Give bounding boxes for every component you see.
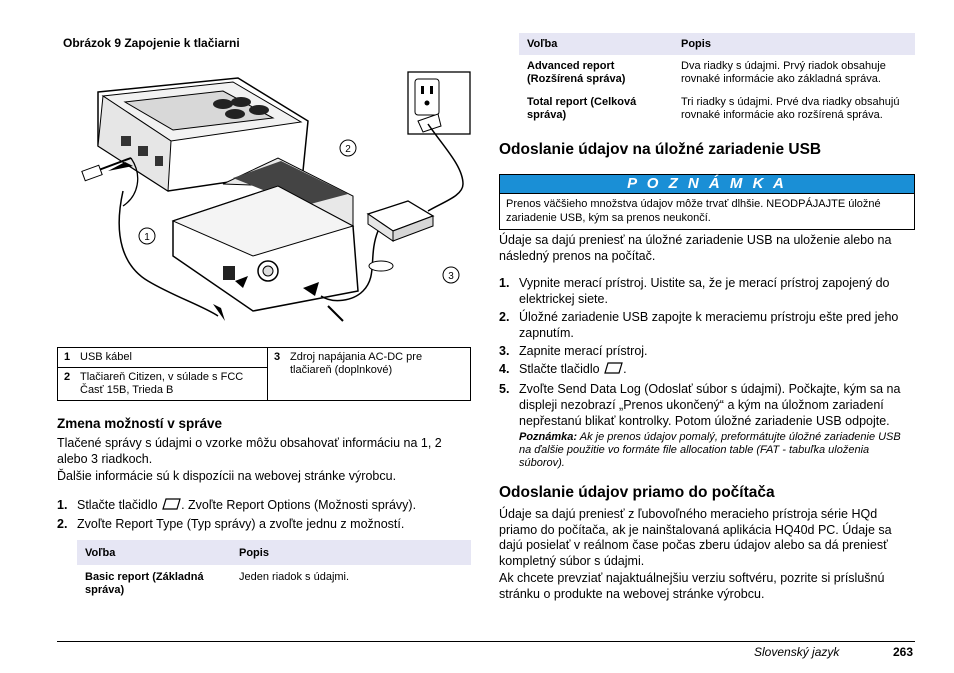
report-options-table [77, 540, 471, 601]
svg-text:1: 1 [144, 232, 150, 243]
callout-3 [443, 267, 459, 283]
steps-list [57, 497, 471, 537]
page-number: 263 [893, 645, 914, 659]
printer-connection-illustration [63, 66, 473, 336]
usb-steps-list [499, 275, 915, 469]
callout-1 [139, 228, 155, 244]
small-note: Poznámka: Ak je prenos údajov pomalý, preformátujte úložné zariadenie USB na ďalšie použitie vo formáte file allocation table (FAT - tabuľka uloženia súborov). [519, 431, 901, 469]
table-row: Total report (Celková správa) Tri riadky s údajmi. Prvé dva riadky obsahujú rovnaké informácie ako rozšírená správa. [527, 96, 900, 121]
table-row: Basic report (Základná správa) Jeden riadok s údajmi. [85, 571, 350, 596]
list-item: 1. Vypnite merací prístroj. Uistite sa, že je merací prístroj zapojený do elektrickej siete. [499, 276, 890, 306]
table-row: Advanced report (Rozšírená správa) Dva riadky s údajmi. Prvý riadok obsahuje rovnaké informácie ako základná správa. [527, 60, 886, 85]
note-title: P O Z N Á M K A [500, 175, 914, 193]
figure-legend-table [57, 347, 471, 401]
footer-language: Slovenský jazyk [754, 645, 840, 659]
list-item: 1. Stlačte tlačidlo . Zvoľte Report Options (Možnosti správy). [57, 498, 417, 512]
note-text: Prenos väčšieho množstva údajov môže trvať dlhšie. NEODPÁJAJTE úložné zariadenie USB, kým sa prenos neukončí. [500, 193, 914, 229]
section-heading-report-options: Zmena možností v správe [57, 416, 223, 431]
legend-item: 3 Zdroj napájania AC-DC pre tlačiareň (doplnkové) [268, 348, 471, 401]
paragraph: Údaje sa dajú preniesť na úložné zariadenie USB na uloženie alebo na následný prenos na počítač. [499, 233, 892, 263]
user-key-icon [161, 497, 181, 511]
callout-2 [340, 140, 356, 156]
paragraph: Ďalšie informácie sú k dispozícii na webovej stránke výrobcu. [57, 469, 397, 483]
list-item: 5. Zvoľte Send Data Log (Odoslať súbor s údajmi). Počkajte, kým sa na displeji nezobrazí „Prenos ukončený“ a kým na úložnom zariadení nepřestanú blikať kontrolky. Potom úložné zariadenie USB odpojte. [499, 382, 901, 428]
figure-caption: Obrázok 9 Zapojenie k tlačiarni [63, 36, 240, 50]
report-options-table-continued [519, 33, 915, 126]
note-box [499, 174, 915, 230]
list-item: 2. Zvoľte Report Type (Typ správy) a zvoľte jednu z možností. [57, 517, 405, 531]
table-header: Popis [231, 540, 471, 565]
wall-outlet-icon [408, 72, 470, 134]
section-heading-usb: Odoslanie údajov na úložné zariadenie USB [499, 141, 822, 158]
table-header: Voľba [519, 33, 673, 55]
svg-text:3: 3 [448, 271, 454, 282]
list-item: 2. Úložné zariadenie USB zapojte k meraciemu prístroju ešte pred jeho zapnutím. [499, 310, 899, 340]
table-header: Voľba [77, 540, 231, 565]
footer-divider [57, 641, 915, 642]
legend-item: 1 USB kábel [58, 348, 268, 368]
table-header: Popis [673, 33, 915, 55]
list-item: 3. Zapnite merací prístroj. [499, 344, 648, 358]
svg-text:2: 2 [345, 144, 351, 155]
section-heading-pc: Odoslanie údajov priamo do počítača [499, 484, 775, 501]
paragraph: Tlačené správy s údajmi o vzorke môžu obsahovať informáciu na 1, 2 alebo 3 riadkoch. [57, 436, 442, 466]
legend-item: 2 Tlačiareň Citizen, v súlade s FCC Časť 15B, Trieda B [58, 368, 268, 401]
list-item: 4. Stlačte tlačidlo . [499, 362, 627, 376]
paragraph: Ak chcete prevziať najaktuálnejšiu verziu softvéru, pozrite si príslušnú stránku o produkte na webovej stránke výrobcu. [499, 571, 885, 601]
paragraph: Údaje sa dajú preniesť z ľubovoľného meracieho prístroja série HQd priamo do počítača, ak je nainštalovaná aplikácia HQ40d PC. Údaje sa dajú posielať v reálnom čase počas zberu údajov alebo sa dá preniesť kompletný súbor s údajmi. [499, 507, 892, 568]
user-key-icon [603, 361, 623, 375]
